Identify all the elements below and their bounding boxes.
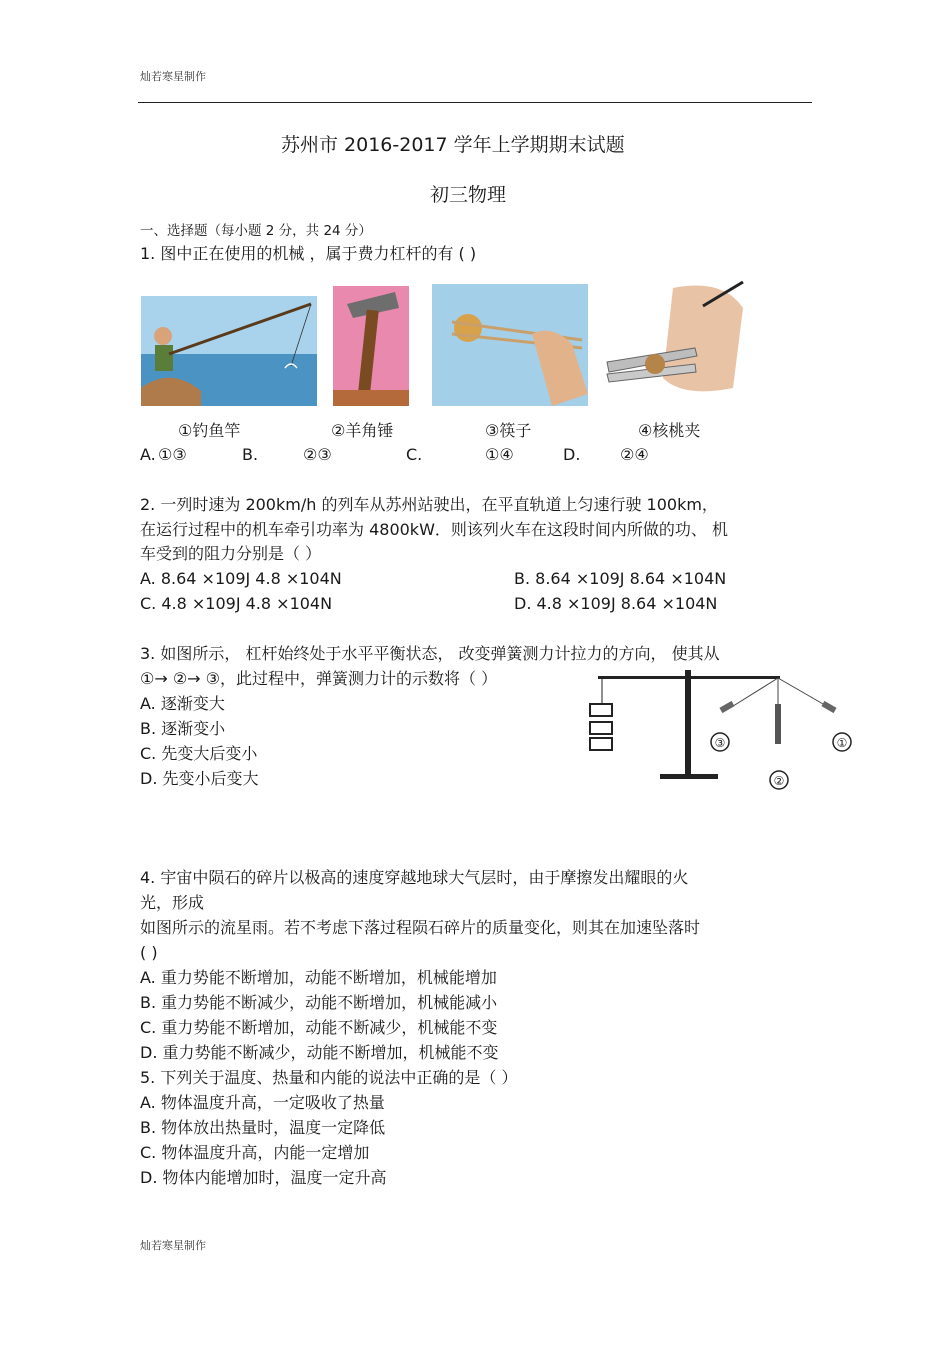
lever-diagram (580, 664, 860, 796)
q4-line-3: 如图所示的流星雨。若不考虑下落过程陨石碎片的质量变化，则其在加速坠落时 (140, 918, 701, 937)
header-maker: 灿若寒星制作 (140, 70, 206, 83)
q2-line-2: 在运行过程中的机车牵引功率为 4800kW．则该列火车在这段时间内所做的功、 机 (140, 520, 728, 539)
q4-line-4: ( ) (140, 943, 158, 962)
q3-option-b: B. 逐渐变小 (140, 719, 226, 738)
chopsticks-picture (432, 284, 588, 406)
q4-line-1: 4. 宇宙中陨石的碎片以极高的速度穿越地球大气层时，由于摩擦发出耀眼的火 (140, 868, 689, 887)
q1-option-b-letter: B. (242, 445, 259, 464)
q2-line-1: 2. 一列时速为 200km/h 的列车从苏州站驶出，在平直轨道上匀速行驶 100km， (140, 495, 718, 514)
header-rule (138, 102, 812, 103)
q5-option-a: A. 物体温度升高，一定吸收了热量 (140, 1093, 385, 1112)
footer-maker: 灿若寒星制作 (140, 1239, 206, 1252)
q4-line-2: 光，形成 (140, 893, 205, 912)
q4-option-d: D. 重力势能不断减少，动能不断增加，机械能不变 (140, 1043, 499, 1062)
caption-claw-hammer: ②羊角锤 (331, 421, 394, 440)
q2-option-a: A. 8.64 ×109J 4.8 ×104N (140, 569, 342, 588)
nutcracker-picture (603, 278, 746, 400)
q2-option-b: B. 8.64 ×109J 8.64 ×104N (514, 569, 727, 588)
caption-fishing-rod: ①钓鱼竿 (178, 421, 241, 440)
q1-option-a-letter: A. (140, 445, 156, 464)
q2-line-3: 车受到的阻力分别是（ ） (140, 544, 322, 563)
q1-option-a-value: ①③ (158, 445, 187, 464)
exam-subtitle: 初三物理 (430, 184, 507, 206)
lever-label-3: ③ (714, 736, 726, 750)
q3-option-c: C. 先变大后变小 (140, 744, 258, 763)
exam-title: 苏州市 2016-2017 学年上学期期末试题 (281, 134, 625, 156)
caption-chopsticks: ③筷子 (485, 421, 532, 440)
q3-line-1: 3. 如图所示， 杠杆始终处于水平平衡状态， 改变弹簧测力计拉力的方向， 使其从 (140, 644, 720, 663)
q3-option-a: A. 逐渐变大 (140, 694, 225, 713)
q1-stem: 1. 图中正在使用的机械 ，属于费力杠杆的有 ( ) (140, 244, 477, 263)
q2-option-d: D. 4.8 ×109J 8.64 ×104N (514, 594, 718, 613)
q5-option-c: C. 物体温度升高，内能一定增加 (140, 1143, 370, 1162)
q2-option-c: C. 4.8 ×109J 4.8 ×104N (140, 594, 333, 613)
q4-option-a: A. 重力势能不断增加，动能不断增加，机械能增加 (140, 968, 497, 987)
q1-option-c-value: ①④ (485, 445, 514, 464)
lever-label-1: ① (836, 736, 848, 750)
q1-option-d-value: ②④ (620, 445, 649, 464)
q1-option-c-letter: C. (406, 445, 423, 464)
q5-stem: 5. 下列关于温度、热量和内能的说法中正确的是（ ） (140, 1068, 518, 1087)
q3-option-d: D. 先变小后变大 (140, 769, 259, 788)
claw-hammer-picture (333, 286, 409, 406)
q1-option-b-value: ②③ (303, 445, 332, 464)
q5-option-b: B. 物体放出热量时，温度一定降低 (140, 1118, 386, 1137)
q3-line-2: ①→ ②→ ③，此过程中，弹簧测力计的示数将（ ） (140, 669, 498, 688)
q1-option-d-letter: D. (563, 445, 581, 464)
lever-label-2: ② (773, 774, 785, 788)
q4-option-b: B. 重力势能不断减少，动能不断增加，机械能减小 (140, 993, 498, 1012)
section-heading: 一、选择题（每小题 2 分，共 24 分） (140, 223, 372, 239)
q4-option-c: C. 重力势能不断增加，动能不断减少，机械能不变 (140, 1018, 498, 1037)
caption-nutcracker: ④核桃夹 (638, 421, 701, 440)
q5-option-d: D. 物体内能增加时，温度一定升高 (140, 1168, 387, 1187)
fishing-rod-picture (141, 296, 317, 406)
